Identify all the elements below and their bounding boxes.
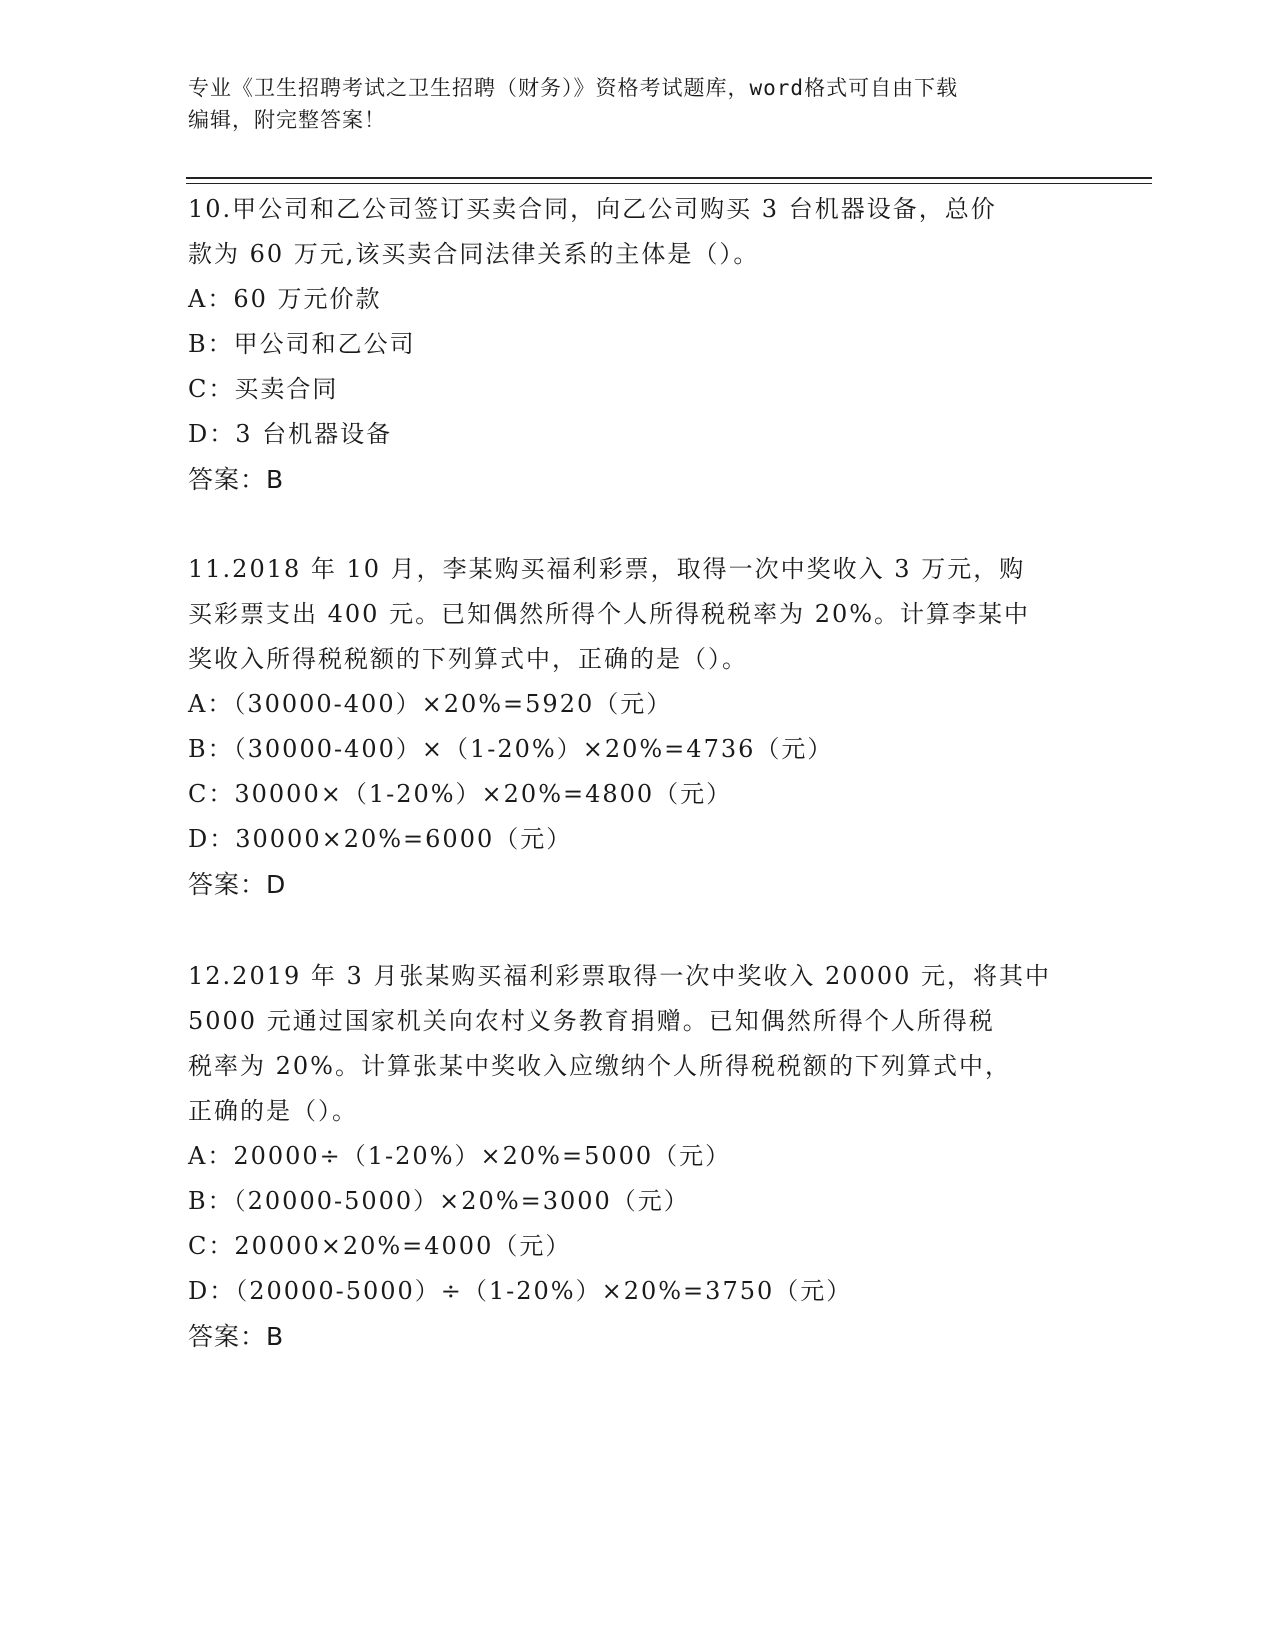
option-b: B：（20000-5000）×20%=3000（元） [188, 1187, 690, 1215]
option-d: D：（20000-5000）÷（1-20%）×20%=3750（元） [188, 1277, 853, 1305]
question-stem-line: 正确的是（）。 [188, 1097, 358, 1125]
option-b: B：甲公司和乙公司 [188, 330, 416, 358]
header-divider-thin [186, 183, 1152, 184]
option-c: C：20000×20%=4000（元） [188, 1232, 572, 1260]
question-stem-line: 10.甲公司和乙公司签订买卖合同，向乙公司购买 3 台机器设备，总价 [188, 195, 997, 223]
question-stem-line: 5000 元通过国家机关向农村义务教育捐赠。已知偶然所得个人所得税 [188, 1007, 995, 1035]
option-c: C：30000×（1-20%）×20%=4800（元） [188, 780, 733, 808]
option-a: A：（30000-400）×20%=5920（元） [188, 690, 673, 718]
header-line-1: 专业《卫生招聘考试之卫生招聘（财务）》资格考试题库，word格式可自由下载 [188, 76, 959, 100]
question-stem-line: 12.2019 年 3 月张某购买福利彩票取得一次中奖收入 20000 元，将其中 [188, 962, 1052, 990]
header-divider-thick [186, 177, 1152, 179]
answer-label: 答案：B [188, 1322, 285, 1351]
question-11 [188, 547, 1088, 907]
answer-label: 答案：D [188, 870, 287, 899]
option-a: A：20000÷（1-20%）×20%=5000（元） [188, 1142, 732, 1170]
question-stem-line: 奖收入所得税税额的下列算式中，正确的是（）。 [188, 645, 748, 673]
question-10 [188, 187, 1088, 502]
header-line-2: 编辑，附完整答案！ [188, 108, 386, 132]
question-stem-line: 税率为 20%。计算张某中奖收入应缴纳个人所得税税额的下列算式中， [188, 1052, 1011, 1080]
answer-label: 答案：B [188, 465, 285, 494]
option-d: D：3 台机器设备 [188, 420, 393, 448]
question-stem-line: 买彩票支出 400 元。已知偶然所得个人所得税税率为 20%。计算李某中 [188, 600, 1031, 628]
document-header [188, 72, 1088, 136]
question-stem-line: 款为 60 万元,该买卖合同法律关系的主体是（）。 [188, 240, 760, 268]
option-a: A：60 万元价款 [188, 285, 382, 313]
question-12 [188, 954, 1088, 1359]
question-stem-line: 11.2018 年 10 月，李某购买福利彩票，取得一次中奖收入 3 万元，购 [188, 555, 1026, 583]
option-c: C：买卖合同 [188, 375, 339, 403]
option-b: B：（30000-400）×（1-20%）×20%=4736（元） [188, 735, 834, 763]
option-d: D：30000×20%=6000（元） [188, 825, 573, 853]
